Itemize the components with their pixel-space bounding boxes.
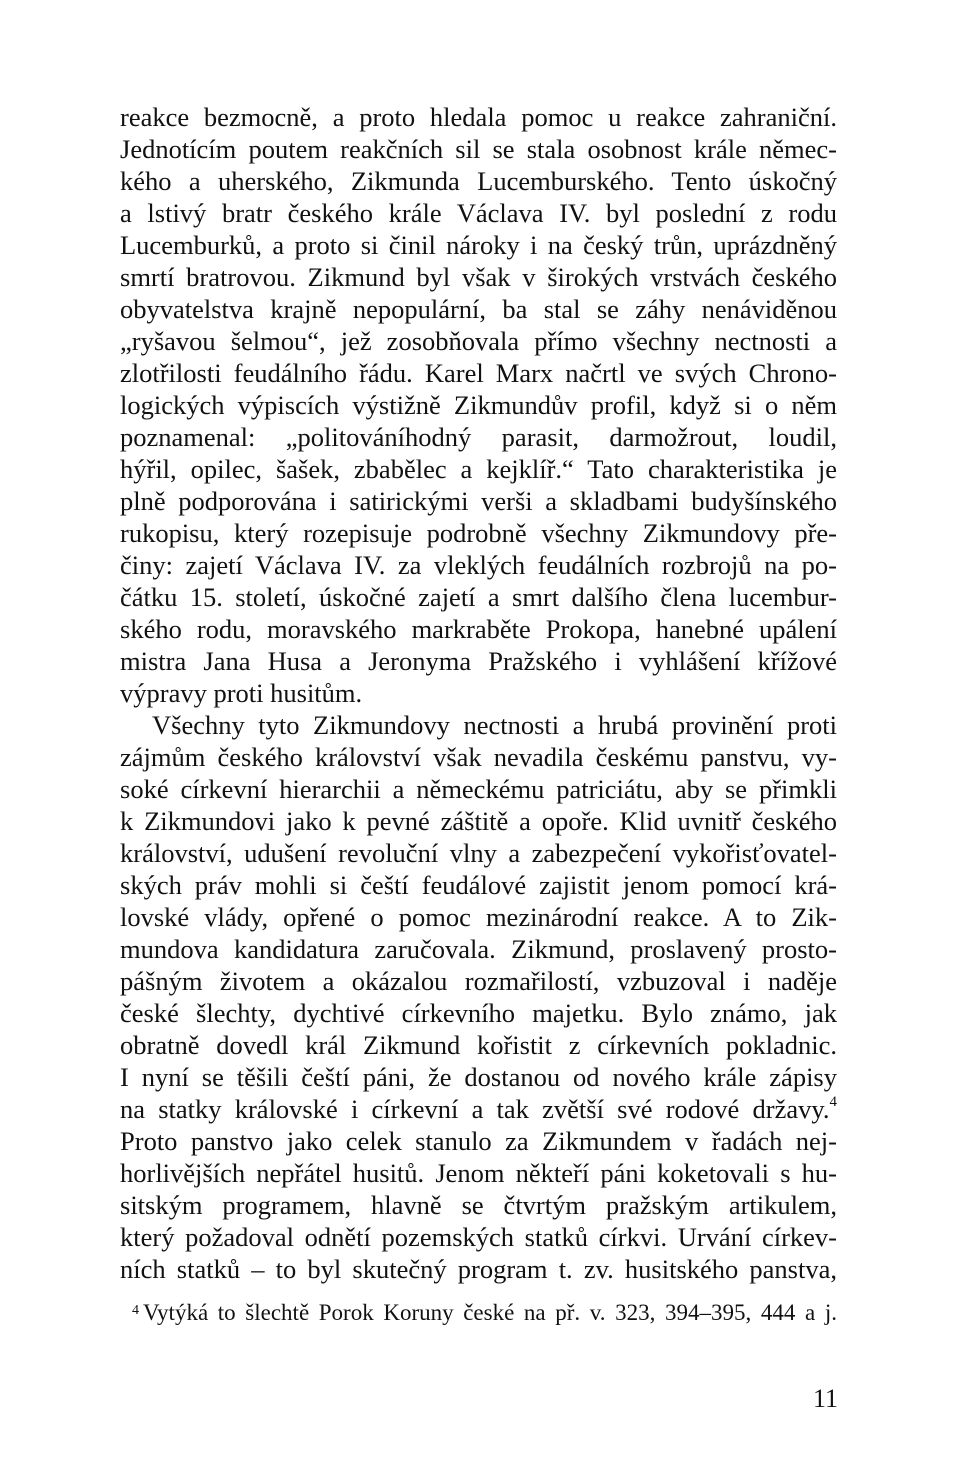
text-line: výpravy proti husitům. xyxy=(120,678,363,708)
text-line: Jednotícím poutem reakčních sil se stala osobnost krále němec- xyxy=(120,134,837,164)
footnote-reference: 4 xyxy=(829,1094,837,1111)
text-line: hýřil, opilec, šašek, zbabělec a kejklíř.“ Tato charakteristika je xyxy=(120,454,837,484)
text-line: království, udušení revoluční vlny a zabezpečení vykořisťovatel- xyxy=(120,838,837,868)
paragraph-first-line: Všechny tyto Zikmundovy nectnosti a hrubá provinění proti xyxy=(152,710,837,740)
text-line: na statky královské i církevní a tak zvětší své rodové državy. xyxy=(120,1094,830,1124)
footnote-marker: 4 xyxy=(132,1303,139,1318)
footnote xyxy=(132,1298,837,1332)
text-line: „ryšavou šelmou“, jež zosobňovala přímo všechny nectnosti a xyxy=(120,326,837,356)
text-line: české šlechty, dychtivé církevního majetku. Bylo známo, jak xyxy=(120,998,837,1028)
text-line-with-footnote-ref xyxy=(120,1092,837,1126)
text-line: soké církevní hierarchii a německému patriciátu, aby se přimkli xyxy=(120,774,837,804)
text-line: mundova kandidatura zaručovala. Zikmund, proslavený prosto- xyxy=(120,934,837,964)
text-line: ských práv mohli si čeští feudálové zajistit jenom pomocí krá- xyxy=(120,870,837,900)
text-line: činy: zajetí Václava IV. za vleklých feudálních rozbrojů na po- xyxy=(120,550,837,580)
text-line: kého a uherského, Zikmunda Lucemburského. Tento úskočný xyxy=(120,166,837,196)
text-line: sitským programem, hlavně se čtvrtým pražským artikulem, xyxy=(120,1190,837,1220)
text-line: ních statků – to byl skutečný program t. zv. husitského panstva, xyxy=(120,1254,837,1284)
text-line: ského rodu, moravského markraběte Prokopa, hanebné upálení xyxy=(120,614,837,644)
footnote-text: Vytýká to šlechtě Porok Koruny české na př. v. 323, 394–395, 444 a j. xyxy=(143,1300,837,1325)
text-line: který požadoval odnětí pozemských statků církvi. Urvání církev- xyxy=(120,1222,837,1252)
text-line: k Zikmundovi jako k pevné záštitě a opoře. Klid uvnitř českého xyxy=(120,806,837,836)
text-line: horlivějších nepřátel husitů. Jenom někteří páni koketovali s hu- xyxy=(120,1158,837,1188)
text-line: zlotřilosti feudálního řádu. Karel Marx načrtl ve svých Chrono- xyxy=(120,358,837,388)
text-line: poznamenal: „politováníhodný parasit, darmožrout, loudil, xyxy=(120,422,837,452)
text-line: Lucemburků, a proto si činil nároky i na český trůn, uprázdněný xyxy=(120,230,837,260)
text-line: čátku 15. století, úskočné zajetí a smrt dalšího člena lucembur- xyxy=(120,582,837,612)
text-line: obyvatelstva krajně nepopulární, ba stal se záhy nenáviděnou xyxy=(120,294,837,324)
text-line: a lstivý bratr českého krále Václava IV. byl poslední z rodu xyxy=(120,198,837,228)
text-line: smrtí bratrovou. Zikmund byl však v širokých vrstvách českého xyxy=(120,262,837,292)
page-number: 11 xyxy=(812,1384,838,1413)
text-line: I nyní se těšili čeští páni, že dostanou od nového krále zápisy xyxy=(120,1062,837,1092)
text-line: zájmům českého království však nevadila českému panstvu, vy- xyxy=(120,742,837,772)
text-line: obratně dovedl král Zikmund kořistit z církevních pokladnic. xyxy=(120,1030,837,1060)
text-line: logických výpiscích výstižně Zikmundův profil, když si o něm xyxy=(120,390,837,420)
text-line: Proto panstvo jako celek stanulo za Zikmundem v řadách nej- xyxy=(120,1126,837,1156)
text-line: plně podporována i satirickými verši a skladbami budyšínského xyxy=(120,486,837,516)
text-line: lovské vlády, opřené o pomoc mezinárodní reakce. A to Zik- xyxy=(120,902,837,932)
text-line: pášným životem a okázalou rozmařilostí, vzbuzoval i naděje xyxy=(120,966,837,996)
text-line: rukopisu, který rozepisuje podrobně všechny Zikmundovy pře- xyxy=(120,518,837,548)
text-line: reakce bezmocně, a proto hledala pomoc u reakce zahraniční. xyxy=(120,102,837,132)
text-line: mistra Jana Husa a Jeronyma Pražského i vyhlášení křížové xyxy=(120,646,837,676)
